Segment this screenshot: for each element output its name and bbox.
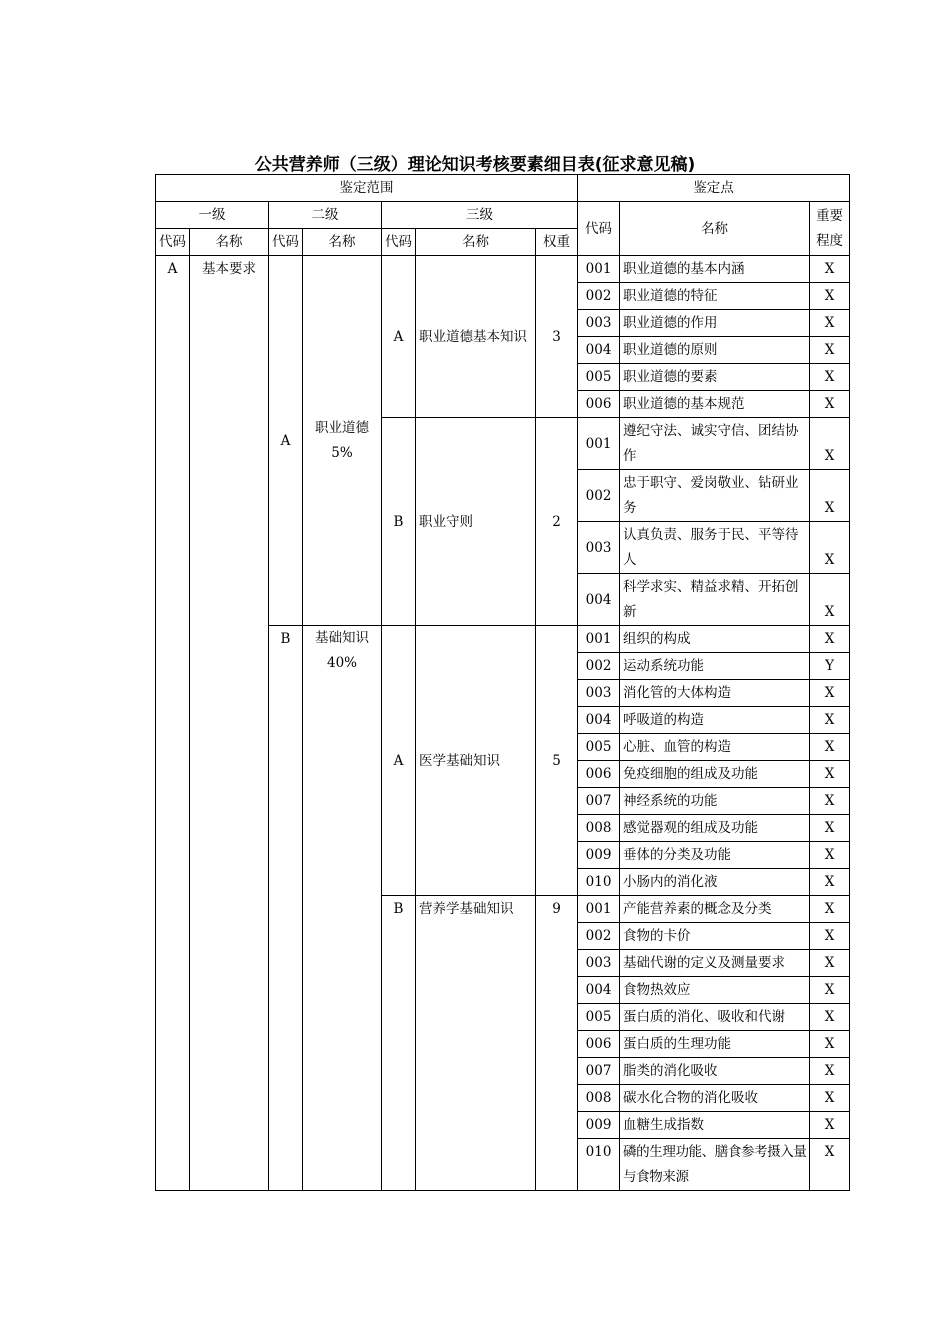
point-importance: X	[810, 707, 850, 734]
l3-name: 职业守则	[416, 418, 536, 626]
point-name: 职业道德的要素	[620, 364, 810, 391]
point-name: 感觉器观的组成及功能	[620, 815, 810, 842]
point-importance: X	[810, 1139, 850, 1191]
point-importance: X	[810, 1004, 850, 1031]
point-code: 001	[578, 418, 620, 470]
header-level3: 三级	[382, 202, 578, 229]
point-code: 004	[578, 707, 620, 734]
point-importance: X	[810, 680, 850, 707]
point-importance: Y	[810, 653, 850, 680]
point-code: 004	[578, 977, 620, 1004]
point-name: 血糖生成指数	[620, 1112, 810, 1139]
point-code: 008	[578, 815, 620, 842]
point-importance: X	[810, 310, 850, 337]
point-importance: X	[810, 470, 850, 522]
l2-name	[303, 256, 382, 626]
point-importance: X	[810, 734, 850, 761]
point-name: 职业道德的作用	[620, 310, 810, 337]
l3-weight: 3	[536, 256, 578, 418]
header-l2-code: 代码	[269, 229, 303, 256]
header-l3-weight: 权重	[536, 229, 578, 256]
l3-code: B	[382, 418, 416, 626]
point-code: 010	[578, 869, 620, 896]
l3-weight: 9	[536, 896, 578, 1191]
point-importance: X	[810, 391, 850, 418]
header-range: 鉴定范围	[156, 175, 578, 202]
point-importance: X	[810, 923, 850, 950]
l2-name	[303, 626, 382, 1191]
point-code: 004	[578, 574, 620, 626]
point-name: 免疫细胞的组成及功能	[620, 761, 810, 788]
point-code: 001	[578, 256, 620, 283]
point-importance: X	[810, 256, 850, 283]
point-code: 005	[578, 1004, 620, 1031]
point-importance: X	[810, 788, 850, 815]
point-code: 004	[578, 337, 620, 364]
point-code: 002	[578, 283, 620, 310]
point-importance: X	[810, 1112, 850, 1139]
point-name: 基础代谢的定义及测量要求	[620, 950, 810, 977]
point-name: 职业道德的原则	[620, 337, 810, 364]
header-point-name: 名称	[620, 202, 810, 256]
l3-code: B	[382, 896, 416, 1191]
point-code: 003	[578, 522, 620, 574]
l2-code: A	[269, 256, 303, 626]
point-code: 010	[578, 1139, 620, 1191]
l2-pct: 5%	[331, 444, 353, 461]
point-importance: X	[810, 1031, 850, 1058]
point-name: 组织的构成	[620, 626, 810, 653]
l1-code: A	[156, 256, 190, 1191]
point-importance: X	[810, 869, 850, 896]
header-point: 鉴定点	[578, 175, 850, 202]
point-code: 002	[578, 923, 620, 950]
point-name: 产能营养素的概念及分类	[620, 896, 810, 923]
assessment-table	[155, 174, 850, 1191]
l3-weight: 2	[536, 418, 578, 626]
point-importance: X	[810, 574, 850, 626]
point-importance: X	[810, 842, 850, 869]
header-l1-name: 名称	[190, 229, 269, 256]
point-code: 001	[578, 896, 620, 923]
point-code: 009	[578, 1112, 620, 1139]
l3-weight: 5	[536, 626, 578, 896]
point-name: 食物的卡价	[620, 923, 810, 950]
point-importance: X	[810, 815, 850, 842]
point-importance: X	[810, 950, 850, 977]
point-name: 职业道德的基本内涵	[620, 256, 810, 283]
point-importance: X	[810, 522, 850, 574]
point-name: 碳水化合物的消化吸收	[620, 1085, 810, 1112]
point-name: 脂类的消化吸收	[620, 1058, 810, 1085]
point-code: 003	[578, 950, 620, 977]
point-name: 心脏、血管的构造	[620, 734, 810, 761]
point-code: 006	[578, 391, 620, 418]
point-name: 蛋白质的消化、吸收和代谢	[620, 1004, 810, 1031]
point-code: 008	[578, 1085, 620, 1112]
header-level2: 二级	[269, 202, 382, 229]
header-level1: 一级	[156, 202, 269, 229]
point-importance: X	[810, 626, 850, 653]
header-point-code: 代码	[578, 202, 620, 256]
l2-pct: 40%	[326, 655, 357, 671]
point-code: 005	[578, 734, 620, 761]
l3-name: 职业道德基本知识	[416, 256, 536, 418]
point-name: 职业道德的特征	[620, 283, 810, 310]
point-importance: X	[810, 337, 850, 364]
point-code: 001	[578, 626, 620, 653]
point-name: 认真负责、服务于民、平等待人	[620, 522, 810, 574]
point-name: 遵纪守法、诚实守信、团结协作	[620, 418, 810, 470]
point-importance: X	[810, 977, 850, 1004]
l1-name: 基本要求	[190, 256, 269, 1191]
point-code: 006	[578, 761, 620, 788]
header-l3-name: 名称	[416, 229, 536, 256]
point-code: 009	[578, 842, 620, 869]
point-importance: X	[810, 283, 850, 310]
point-name: 小肠内的消化液	[620, 869, 810, 896]
point-name: 职业道德的基本规范	[620, 391, 810, 418]
point-importance: X	[810, 761, 850, 788]
header-importance: 重要程度	[810, 202, 850, 256]
point-code: 007	[578, 788, 620, 815]
point-name: 神经系统的功能	[620, 788, 810, 815]
point-importance: X	[810, 1058, 850, 1085]
point-code: 006	[578, 1031, 620, 1058]
point-name: 运动系统功能	[620, 653, 810, 680]
header-l3-code: 代码	[382, 229, 416, 256]
l3-name: 营养学基础知识	[416, 896, 536, 1191]
point-code: 007	[578, 1058, 620, 1085]
l3-name: 医学基础知识	[416, 626, 536, 896]
l2-name-text: 职业道德	[315, 419, 369, 436]
point-code: 002	[578, 653, 620, 680]
point-code: 005	[578, 364, 620, 391]
point-name: 食物热效应	[620, 977, 810, 1004]
point-importance: X	[810, 1085, 850, 1112]
point-importance: X	[810, 418, 850, 470]
point-code: 002	[578, 470, 620, 522]
header-l1-code: 代码	[156, 229, 190, 256]
l2-code: B	[269, 626, 303, 1191]
point-importance: X	[810, 896, 850, 923]
point-code: 003	[578, 310, 620, 337]
point-name: 消化管的大体构造	[620, 680, 810, 707]
header-l2-name: 名称	[303, 229, 382, 256]
point-name: 忠于职守、爱岗敬业、钻研业务	[620, 470, 810, 522]
point-name: 磷的生理功能、膳食参考摄入量与食物来源	[620, 1139, 810, 1191]
l3-code: A	[382, 626, 416, 896]
l3-code: A	[382, 256, 416, 418]
point-name: 垂体的分类及功能	[620, 842, 810, 869]
point-importance: X	[810, 364, 850, 391]
point-name: 蛋白质的生理功能	[620, 1031, 810, 1058]
page-title: 公共营养师（三级）理论知识考核要素细目表(征求意见稿)	[254, 155, 696, 175]
point-name: 科学求实、精益求精、开拓创新	[620, 574, 810, 626]
point-code: 003	[578, 680, 620, 707]
point-name: 呼吸道的构造	[620, 707, 810, 734]
l2-name-text: 基础知识	[315, 630, 369, 646]
